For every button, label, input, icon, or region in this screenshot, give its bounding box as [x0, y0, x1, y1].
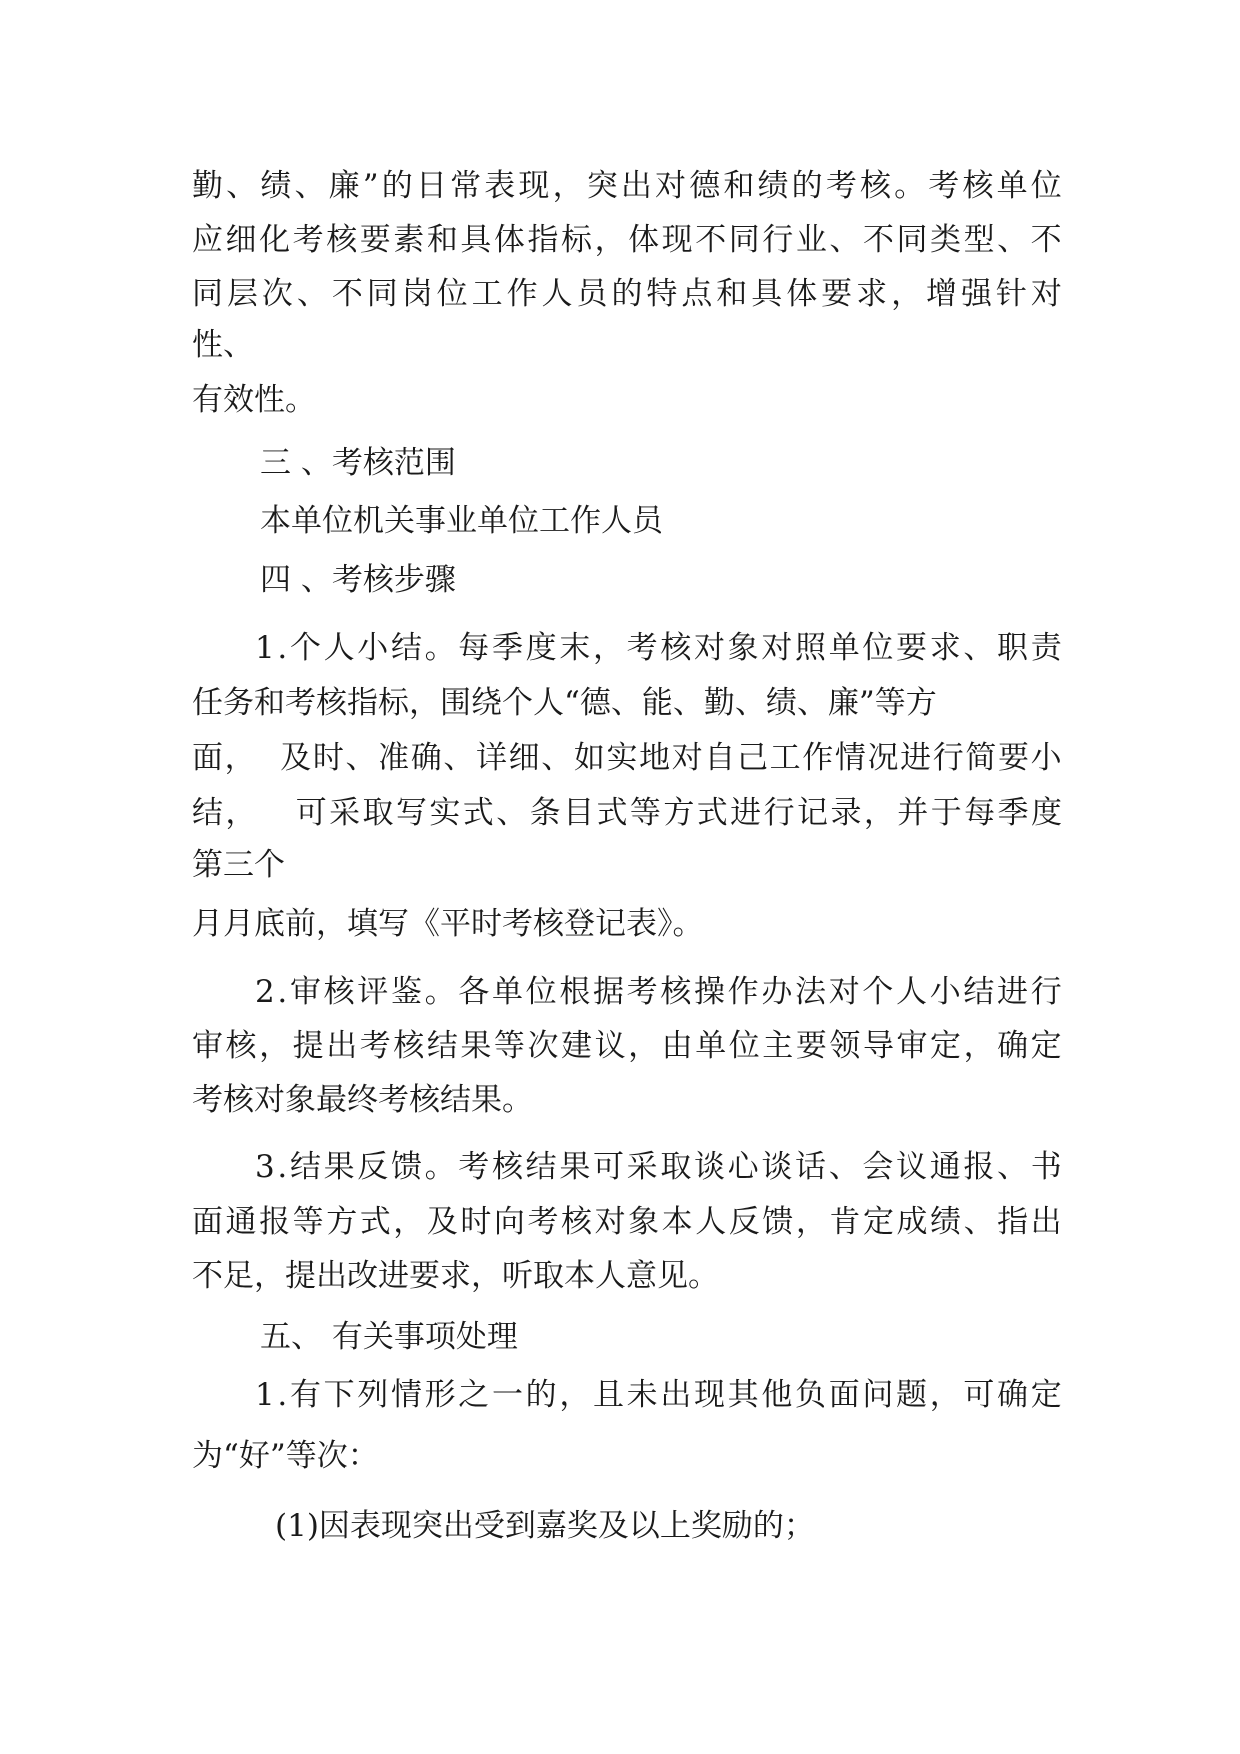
body-line-4: 性、 [192, 327, 254, 363]
section-heading-3: 三 、考核范围 [260, 445, 456, 481]
step-1-line-1: 1 . 个 人 小 结 。 每 季 度 末 ， 考 核 对 象 对 照 单 位 要 求 、 职 责 [255, 630, 1062, 666]
step-3-line-3: 不足，提出改进要求，听取本人意见。 [192, 1258, 719, 1294]
step-2-line-2: 审 核 ， 提 出 考 核 结 果 等 次 建 议 ， 由 单 位 主 要 领 导 审 定 ， 确 定 [192, 1028, 1062, 1064]
section-heading-5: 五、 有关事项处理 [260, 1319, 518, 1355]
sub-item-1: (1)因表现突出受到嘉奖及以上奖励的； [275, 1508, 815, 1544]
step-2-line-3: 考核对象最终考核结果。 [192, 1082, 533, 1118]
body-line-1: 勤 、 绩 、 廉 ” 的 日 常 表 现 ， 突 出 对 德 和 绩 的 考 核 。 考 核 单 位 [192, 168, 1062, 204]
step-3-line-2: 面 通 报 等 方 式 ， 及 时 向 考 核 对 象 本 人 反 馈 ， 肯 定 成 绩 、 指 出 [192, 1204, 1062, 1240]
body-line-2: 应 细 化 考 核 要 素 和 具 体 指 标 ， 体 现 不 同 行 业 、 不 同 类 型 、 不 [192, 222, 1062, 258]
section-heading-4: 四 、考核步骤 [260, 562, 456, 598]
step-1-line-6: 月月底前，填写《平时考核登记表》。 [192, 906, 704, 942]
body-line-3: 同 层 次 、 不 同 岗 位 工 作 人 员 的 特 点 和 具 体 要 求 ， 增 强 针 对 [192, 276, 1062, 312]
step-2-line-1: 2 . 审 核 评 鉴 。 各 单 位 根 据 考 核 操 作 办 法 对 个 人 小 结 进 行 [255, 974, 1062, 1010]
step-1-line-4: 结 ， 可 采 取 写 实 式 、 条 目 式 等 方 式 进 行 记 录 ， 并 于 每 季 度 [192, 795, 1062, 831]
step-1-line-2: 任务和考核指标，围绕个人“德、能、勤、绩、廉”等方 [192, 685, 937, 721]
step-1-line-5: 第三个 [192, 847, 285, 883]
body-line-5: 有效性。 [192, 382, 316, 418]
section-3-body: 本单位机关事业单位工作人员 [260, 503, 663, 539]
step-1-line-3: 面 ， 及 时 、 准 确 、 详 细 、 如 实 地 对 自 己 工 作 情 况 进 行 简 要 小 [192, 740, 1062, 776]
step-3-line-1: 3 . 结 果 反 馈 。 考 核 结 果 可 采 取 谈 心 谈 话 、 会 议 通 报 、 书 [255, 1149, 1062, 1185]
item-1-line-1: 1 . 有 下 列 情 形 之 一 的 ， 且 未 出 现 其 他 负 面 问 题 ， 可 确 定 [255, 1377, 1062, 1413]
item-1-line-2: 为“好”等次： [192, 1438, 379, 1474]
